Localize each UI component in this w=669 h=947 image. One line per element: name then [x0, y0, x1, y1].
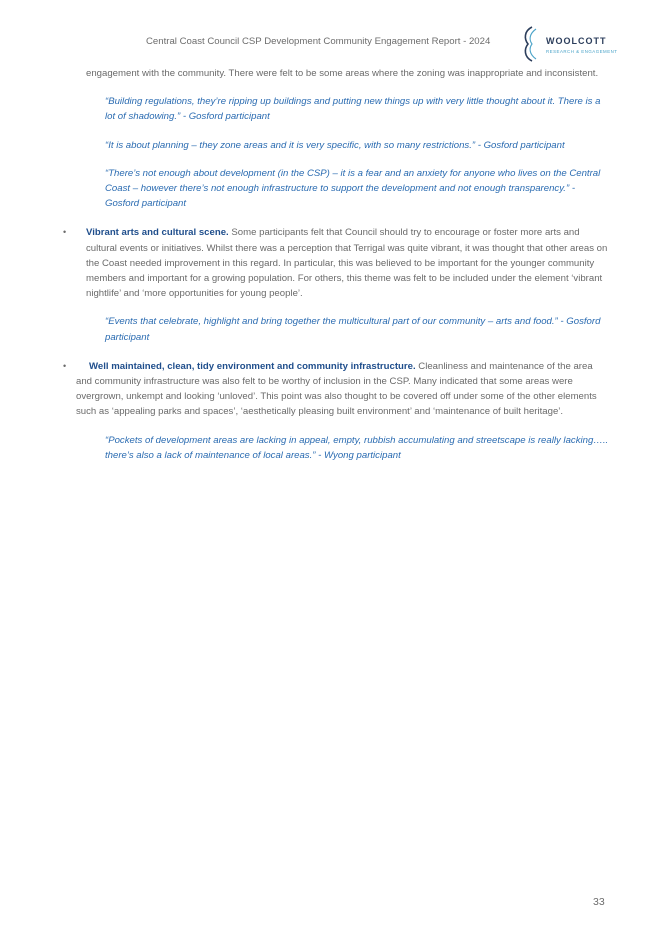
bullet-title: Vibrant arts and cultural scene. [86, 227, 229, 239]
bullet-text: Cleanliness and maintenance of the area and community infrastructure was also felt to be worthy of inclusion in the CSP. Many indicated that some areas were overgrown, unkempt and looking ‘unloved’. This point was also thought to be covered off under some of the other elements such as ‘appealing parks and spaces’, ‘aesthetically pleasing built environment’ and ‘maintenance of built heritage’. [76, 360, 597, 418]
page-content [63, 66, 611, 463]
bullet-arts-cultural [63, 225, 611, 301]
bullet-maintained-environment [63, 359, 611, 420]
quote-planning-zoning: “It is about planning – they zone areas and it is very specific, with so many restrictions.” - Gosford participant [105, 139, 565, 151]
bullet-title: Well maintained, clean, tidy environment and community infrastructure. [89, 360, 416, 372]
bullet-marker: • [63, 227, 67, 238]
bullet-marker: • [63, 360, 67, 371]
bullet-paragraph [86, 225, 611, 301]
logo-bracket-icon [518, 25, 540, 63]
logo-wordmark: WOOLCOTT [546, 36, 607, 46]
quote-multicultural-events: “Events that celebrate, highlight and bring together the multicultural part of our community – arts and food.” - Gosford participant [105, 316, 601, 343]
header-title: Central Coast Council CSP Development Community Engagement Report - 2024 [146, 36, 491, 47]
bullet-text: Some participants felt that Council should try to encourage or foster more arts and cultural events or initiatives. Whilst there was a perception that Terrigal was quite vibrant, it was thought that other areas on the Coast needed improvement in this regard. In particular, this was believed to be important for the younger community members and important for a growing population. For others, this theme was felt to be included under the element ‘vibrant nightlife’ and ‘more opportunities for young people’. [86, 227, 608, 300]
quote-development-infrastructure: “There’s not enough about development (in the CSP) – it is a fear and an anxiety for anyone who lives on the Central Coast – however there’s not enough infrastructure to support the development and not enough transparency.” - Gosford participant [105, 167, 601, 210]
quote-pockets-development: “Pockets of development areas are lacking in appeal, empty, rubbish accumulating and streetscape is really lacking….. there’s also a lack of maintenance of local areas.” - Wyong participant [105, 434, 609, 461]
bullet-paragraph [76, 359, 611, 420]
page-number: 33 [593, 896, 605, 908]
quote-building-regulations: “Building regulations, they’re ripping up buildings and putting new things up with very little thought about it. There is a lot of shadowing.” - Gosford participant [105, 96, 601, 123]
woolcott-logo [518, 25, 618, 63]
logo-subtitle: RESEARCH & ENGAGEMENT [546, 49, 618, 54]
intro-paragraph: engagement with the community. There were felt to be some areas where the zoning was inappropriate and inconsistent. [86, 68, 599, 79]
